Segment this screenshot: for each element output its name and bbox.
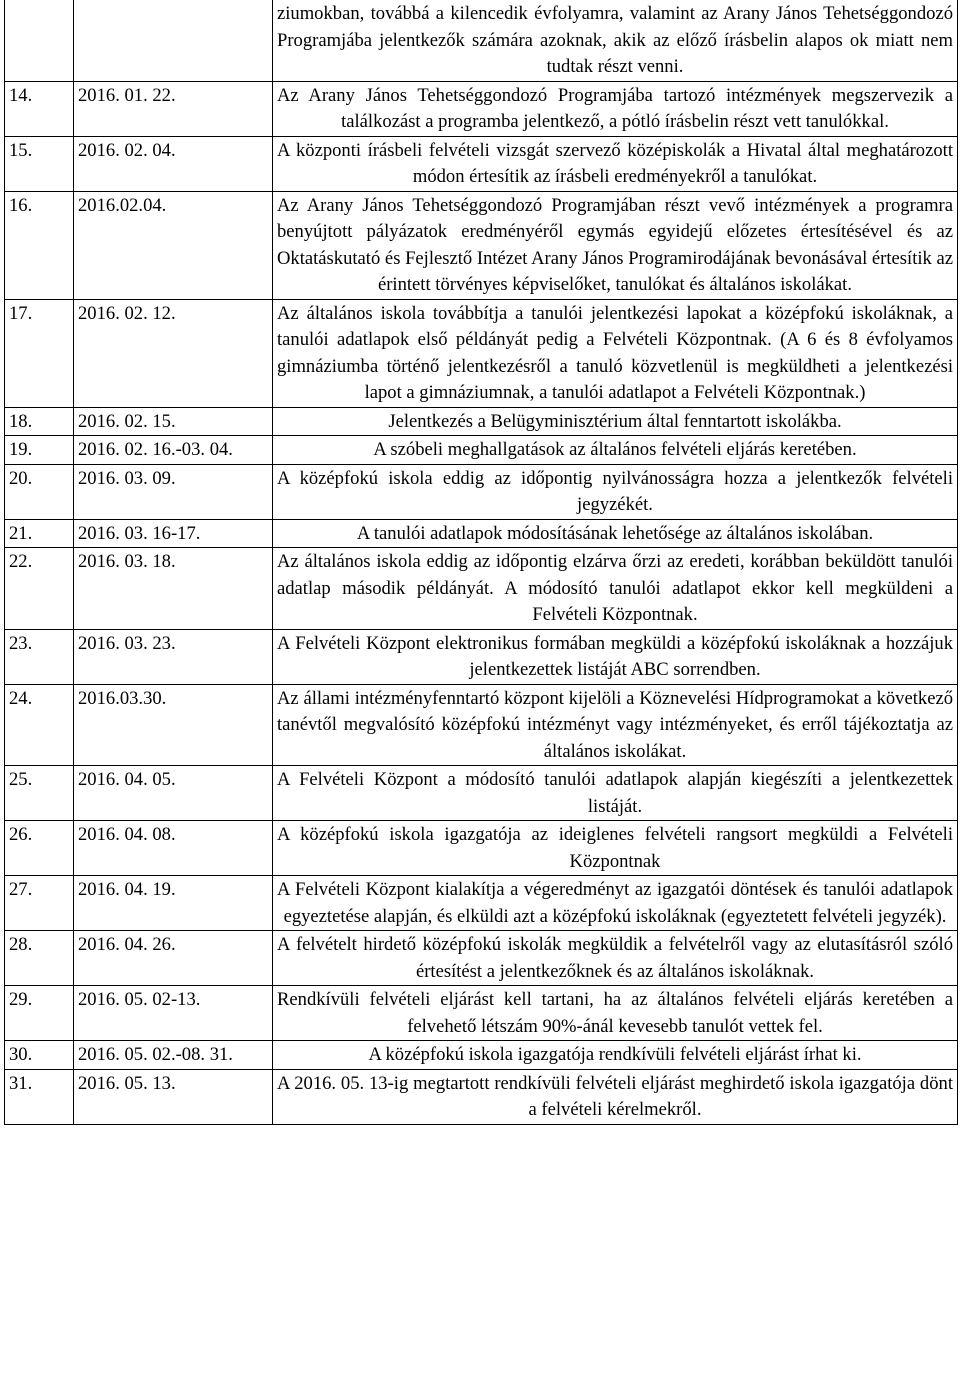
admission-schedule-table xyxy=(4,0,958,1125)
schedule-row xyxy=(5,519,958,548)
row-description: A 2016. 05. 13-ig megtartott rendkívüli felvételi eljárást meghirdető iskola igazgatója dönt a felvételi kérelmekről. xyxy=(273,1069,958,1124)
row-date: 2016. 05. 02.-08. 31. xyxy=(74,1041,273,1070)
schedule-row xyxy=(5,931,958,986)
row-date: 2016. 04. 19. xyxy=(74,876,273,931)
row-number: 28. xyxy=(5,931,74,986)
row-date: 2016. 05. 02-13. xyxy=(74,986,273,1041)
schedule-row xyxy=(5,986,958,1041)
row-description: A középfokú iskola igazgatója az ideiglenes felvételi rangsort megküldi a Felvételi Központnak xyxy=(273,821,958,876)
row-description: A középfokú iskola igazgatója rendkívüli felvételi eljárást írhat ki. xyxy=(273,1041,958,1070)
row-date: 2016.02.04. xyxy=(74,191,273,299)
row-description: ziumokban, továbbá a kilencedik évfolyamra, valamint az Arany János Tehetséggondozó Programjába jelentkezők számára azoknak, akik az előző írásbelin alapos ok miatt nem tudtak részt venni. xyxy=(273,0,958,81)
row-number xyxy=(5,0,74,81)
row-description: A felvételt hirdető középfokú iskolák megküldik a felvételről vagy az elutasításról szóló értesítést a jelentkezőknek és az általános iskoláknak. xyxy=(273,931,958,986)
schedule-row xyxy=(5,766,958,821)
schedule-row xyxy=(5,629,958,684)
row-date: 2016. 03. 23. xyxy=(74,629,273,684)
schedule-row xyxy=(5,407,958,436)
schedule-row xyxy=(5,436,958,465)
row-description: A Felvételi Központ kialakítja a végeredményt az igazgatói döntések és tanulói adatlapok egyeztetése alapján, és elküldi azt a középfokú iskoláknak (egyeztetett felvételi jegyzék). xyxy=(273,876,958,931)
row-number: 15. xyxy=(5,136,74,191)
row-description: Az Arany János Tehetséggondozó Programjába tartozó intézmények megszervezik a találkozást a programba jelentkező, a pótló írásbelin részt vett tanulókkal. xyxy=(273,81,958,136)
row-date: 2016. 03. 16-17. xyxy=(74,519,273,548)
row-description: A tanulói adatlapok módosításának lehetősége az általános iskolában. xyxy=(273,519,958,548)
row-number: 30. xyxy=(5,1041,74,1070)
row-date: 2016. 04. 26. xyxy=(74,931,273,986)
schedule-row xyxy=(5,299,958,407)
schedule-row xyxy=(5,464,958,519)
row-number: 14. xyxy=(5,81,74,136)
row-date: 2016. 04. 08. xyxy=(74,821,273,876)
row-date: 2016. 02. 16.-03. 04. xyxy=(74,436,273,465)
row-date: 2016. 03. 18. xyxy=(74,548,273,630)
row-description: A központi írásbeli felvételi vizsgát szervező középiskolák a Hivatal által meghatározott módon értesítik az írásbeli eredményekről a tanulókat. xyxy=(273,136,958,191)
row-number: 25. xyxy=(5,766,74,821)
schedule-row xyxy=(5,821,958,876)
row-description: Az Arany János Tehetséggondozó Programjában részt vevő intézmények a programra benyújtott pályázatok eredményéről egymás egyidejű előzetes értesítésével és az Oktatáskutató és Fejlesztő Intézet Arany János Programirodájának bevonásával értesítik az érintett törvényes képviselőket, tanulókat és általános iskolákat. xyxy=(273,191,958,299)
row-date xyxy=(74,0,273,81)
row-number: 23. xyxy=(5,629,74,684)
row-description: A Felvételi Központ a módosító tanulói adatlapok alapján kiegészíti a jelentkezettek listáját. xyxy=(273,766,958,821)
row-description: Jelentkezés a Belügyminisztérium által fenntartott iskolákba. xyxy=(273,407,958,436)
row-description: Az általános iskola továbbítja a tanulói jelentkezési lapokat a középfokú iskoláknak, a tanulói adatlapok első példányát pedig a Felvételi Központnak. (A 6 és 8 évfolyamos gimnáziumba történő jelentkezésről a tanuló közvetlenül is megküldheti a jelentkezési lapot a gimnáziumnak, a tanulói adatlapot a Felvételi Központnak.) xyxy=(273,299,958,407)
schedule-row xyxy=(5,876,958,931)
schedule-row xyxy=(5,81,958,136)
row-number: 21. xyxy=(5,519,74,548)
schedule-row xyxy=(5,548,958,630)
schedule-row xyxy=(5,684,958,766)
row-date: 2016. 02. 15. xyxy=(74,407,273,436)
row-date: 2016.03.30. xyxy=(74,684,273,766)
row-description: Az állami intézményfenntartó központ kijelöli a Köznevelési Hídprogramokat a következő tanévtől megvalósító középfokú intézményt vagy intézményeket, és erről tájékoztatja az általános iskolákat. xyxy=(273,684,958,766)
row-date: 2016. 02. 12. xyxy=(74,299,273,407)
row-date: 2016. 05. 13. xyxy=(74,1069,273,1124)
row-number: 31. xyxy=(5,1069,74,1124)
schedule-rows xyxy=(5,0,958,1124)
row-number: 18. xyxy=(5,407,74,436)
schedule-row xyxy=(5,191,958,299)
row-number: 24. xyxy=(5,684,74,766)
row-date: 2016. 04. 05. xyxy=(74,766,273,821)
schedule-row xyxy=(5,1041,958,1070)
row-number: 22. xyxy=(5,548,74,630)
row-number: 20. xyxy=(5,464,74,519)
schedule-row xyxy=(5,136,958,191)
row-number: 29. xyxy=(5,986,74,1041)
row-number: 16. xyxy=(5,191,74,299)
row-description: A Felvételi Központ elektronikus formában megküldi a középfokú iskoláknak a hozzájuk jelentkezettek listáját ABC sorrendben. xyxy=(273,629,958,684)
row-date: 2016. 02. 04. xyxy=(74,136,273,191)
row-description: Az általános iskola eddig az időpontig elzárva őrzi az eredeti, korábban beküldött tanulói adatlap második példányát. A módosító tanulói adatlapot ekkor kell megküldeni a Felvételi Központnak. xyxy=(273,548,958,630)
row-date: 2016. 03. 09. xyxy=(74,464,273,519)
row-number: 19. xyxy=(5,436,74,465)
row-date: 2016. 01. 22. xyxy=(74,81,273,136)
row-description: Rendkívüli felvételi eljárást kell tartani, ha az általános felvételi eljárás keretében a felvehető létszám 90%-ánál kevesebb tanulót vettek fel. xyxy=(273,986,958,1041)
schedule-row xyxy=(5,0,958,81)
row-number: 17. xyxy=(5,299,74,407)
row-number: 27. xyxy=(5,876,74,931)
row-description: A középfokú iskola eddig az időpontig nyilvánosságra hozza a jelentkezők felvételi jegyzékét. xyxy=(273,464,958,519)
row-description: A szóbeli meghallgatások az általános felvételi eljárás keretében. xyxy=(273,436,958,465)
schedule-row xyxy=(5,1069,958,1124)
row-number: 26. xyxy=(5,821,74,876)
